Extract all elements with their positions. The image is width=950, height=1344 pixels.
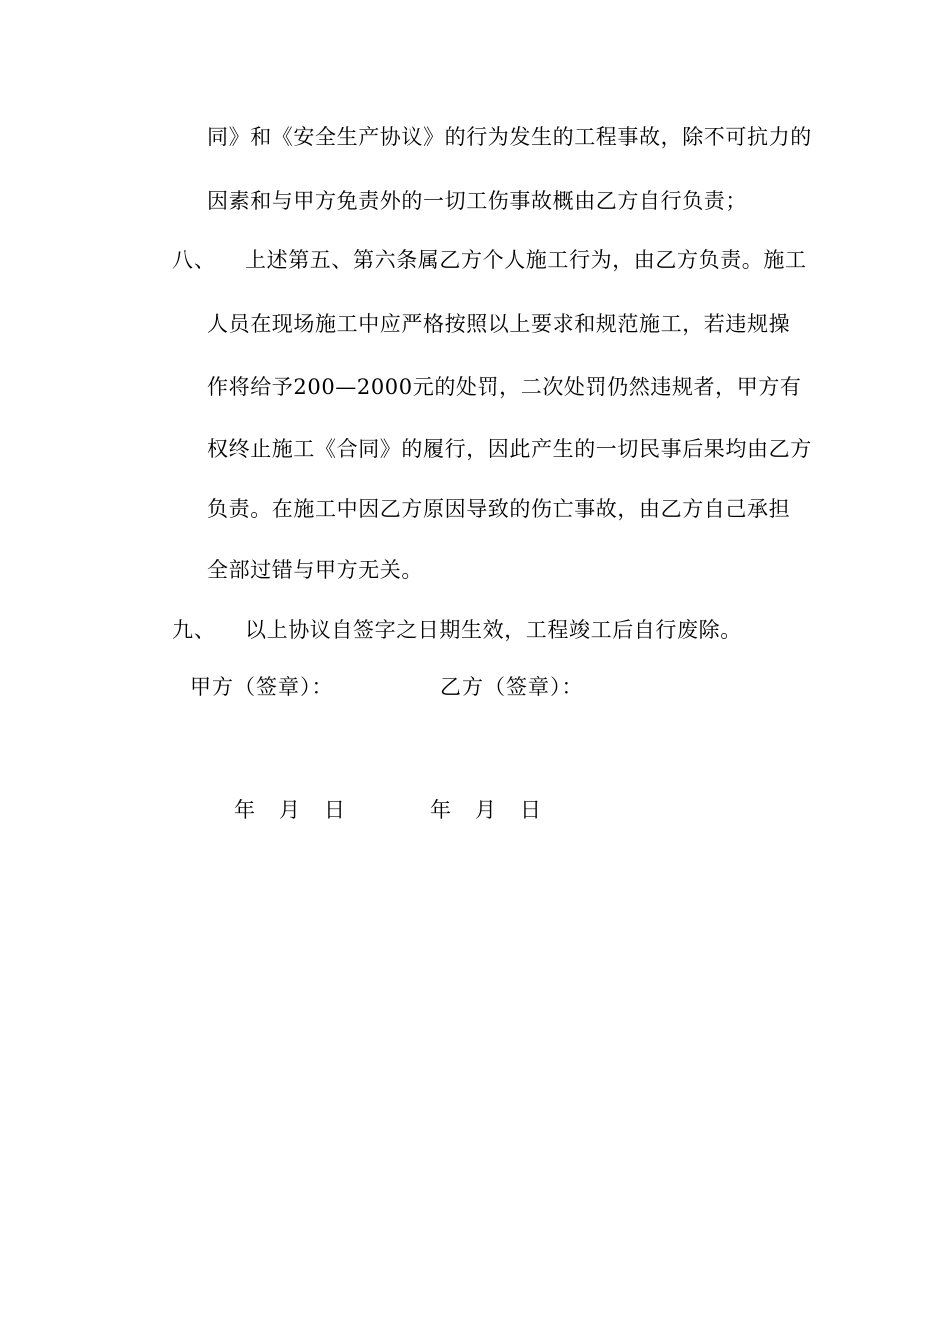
party-b-signature-label: 乙方（签章）： xyxy=(440,675,584,699)
party-a-signature-label: 甲方（签章）： xyxy=(190,675,334,699)
clause-8-line-2: 人员在现场施工中应严格按照以上要求和规范施工，若违规操 xyxy=(207,312,791,336)
clause-8-line-5: 负责。在施工中因乙方原因导致的伤亡事故，由乙方自己承担 xyxy=(207,497,791,521)
clause-9-first-line: 以上协议自签字之日期生效，工程竣工后自行废除。 xyxy=(245,618,742,642)
clause-9-number: 九、 xyxy=(172,618,216,642)
continuation-line-2: 因素和与甲方免责外的一切工伤事故概由乙方自行负责； xyxy=(207,189,747,213)
continuation-line-1: 同》和《安全生产协议》的行为发生的工程事故，除不可抗力的 xyxy=(207,125,812,149)
clause-8-line-4: 权终止施工《合同》的履行，因此产生的一切民事后果均由乙方 xyxy=(207,437,812,461)
clause-8-number: 八、 xyxy=(172,248,216,272)
party-b-date: 年 月 日 xyxy=(430,798,543,822)
clause-8-line-3: 作将给予200—2000元的处罚，二次处罚仍然违规者，甲方有 xyxy=(207,375,802,399)
clause-8-line-6: 全部过错与甲方无关。 xyxy=(207,558,423,582)
party-a-date: 年 月 日 xyxy=(234,798,347,822)
clause-8-first-line: 上述第五、第六条属乙方个人施工行为，由乙方负责。施工 xyxy=(245,248,807,272)
